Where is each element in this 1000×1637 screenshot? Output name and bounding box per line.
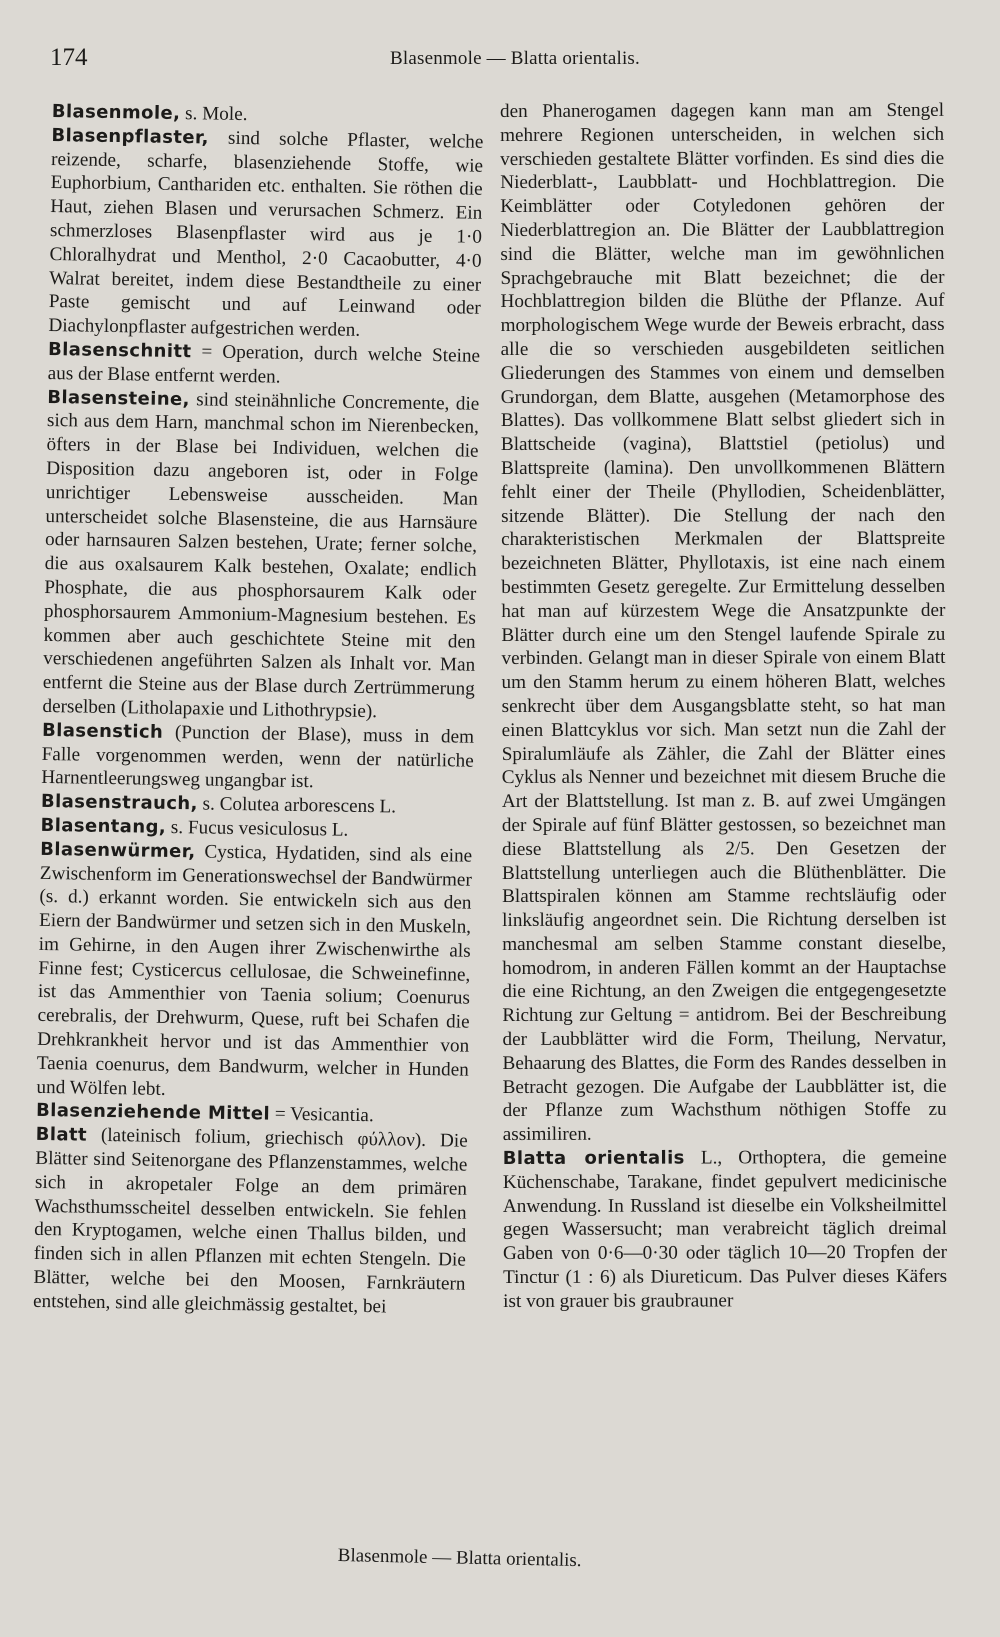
entry-headword: Blatt — [35, 1124, 88, 1146]
entry-text: sind solche Pflaster, welche reizende, scharfe, blasenziehende Stoffe, wie Euphorbium, Canthariden etc. enthalten. Sie röthen die Haut, ziehen Blasen und verursachen Schmerz. Ein schmerzloses Blasenpflaster wird aus je 1·0 Chloralhydrat und Menthol, 2·0 Cacaobutter, 4·0 Walrat bereitet, indem diese Bestandtheile zu einer Paste gemischt und auf Leinwand oder Diachylonpflaster aufgestrichen werden. — [48, 127, 484, 342]
page-number: 174 — [50, 44, 88, 71]
dictionary-entry — [33, 1123, 468, 1320]
entry-text: L., Orthoptera, die gemeine Küchenschabe, Tarakane, findet gepulvert medicinische Anwendung. In Russland ist dieselbe ein Volksheilmittel gegen Wassersucht; man verabreicht täglich dreimal Gaben von 0·6—0·30 oder täglich 10—20 Tropfen der Tinctur (1 : 6) als Diureticum. Das Pulver dieses Käfers ist von grauer bis graubrauner — [502, 1146, 948, 1312]
entry-text: Cystica, Hydatiden, sind als eine Zwischenform im Generationswechsel der Bandwürmer (s. d.) erkannt worden. Sie entwickeln sich aus den Eiern der Bandwürmer und setzen sich in den Muskeln, im Gehirne, in den Augen ihrer Zwischenwirthe als Finne fest; Cysticercus cellulosae, die Schweinefinne, ist das Ammenthier von Taenia solium; Coenurus cerebralis, der Drehwurm, Quese, ruft bei Schafen die Drehkrankheit hervor und ist das Ammenthier von Taenia coenurus, dem Bandwurm, welcher in Hunden und Wölfen lebt. — [36, 841, 473, 1100]
entry-headword: Blasenmole, — [51, 100, 181, 125]
entry-text: = Operation, durch welche Steine aus der Blase entfernt werden. — [47, 341, 481, 388]
entry-text: (Punction der Blase), muss in dem Falle vorgenommen werden, wenn der natürliche Harnentleerungsweg ungangbar ist. — [41, 721, 475, 793]
dictionary-entry — [503, 1146, 947, 1314]
entry-text: s. Mole. — [180, 103, 248, 126]
entry-text: s. Fucus vesiculosus L. — [165, 816, 349, 841]
entry-headword: Blasenziehende Mittel — [35, 1100, 271, 1126]
entry-headword: Blasenwürmer, — [40, 838, 196, 863]
entry-headword: Blasenschnitt — [47, 338, 192, 363]
dictionary-entry — [48, 124, 483, 345]
running-head: Blasenmole — Blatta orientalis. — [390, 48, 640, 69]
entry-headword: Blasenpflaster, — [51, 124, 209, 149]
entry-headword: Blatta orientalis — [502, 1147, 685, 1170]
page-footer: Blasenmole — Blatta orientalis. — [337, 1545, 582, 1572]
entry-headword: Blasenstrauch, — [40, 791, 198, 815]
dictionary-entry — [41, 719, 474, 797]
dictionary-entry — [48, 338, 481, 392]
entry-headword: Blasentang, — [40, 814, 167, 838]
entry-text: sind steinähnliche Concremente, die sich aus dem Harn, manchmal schon im Nierenbecken, öfters in der Blase bei Individuen, welchen die Disposition dazu angeboren ist, oder in Folge unrichtiger Lebensweise ausscheiden. Man unterscheidet solche Blasensteine, die aus Harnsäure oder harnsauren Salzen bestehen, Urate; ferner solche, die aus oxalsaurem Kalk bestehen, Oxalate; endlich Phosphate, die aus phosphorsaurem Kalk oder phosphorsaurem Ammonium-Magnesium bestehen. Es kommen aber auch geschichtete Steine mit den verschiedenen angeführten Salzen als Inhalt vor. Man entfernt die Steine aus der Blase durch Zertrümmerung derselben (Litholapaxie und Lithothrypsie). — [42, 388, 480, 723]
entry-text: s. Colutea arborescens L. — [197, 793, 397, 818]
left-column — [29, 100, 484, 1547]
dictionary-entry — [42, 386, 479, 726]
entry-headword: Blasensteine, — [47, 386, 191, 410]
continued-text: den Phanerogamen dagegen kann man am Stengel mehrere Regionen unterscheiden, in welchen sich verschieden gestaltete Blätter vorfinden. Es sind dies die Niederblatt-, Laubblatt- und Hochblattregion. Die Keimblätter oder Cotyledonen gehören der Niederblattregion an. Die Blätter der Laubblattregion sind die Blätter, welche man im gewöhnlichen Sprachgebrauche mit Blatt bezeichnet; die der Hochblattregion bilden die Blüthe der Pflanze. Auf morphologischem Wege wurde der Beweis erbracht, dass alle die so verschieden ausgebildeten seitlichen Gliederungen des Stammes von einem und demselben Grundorgan, dem Blatte, ausgehen (Metamorphose des Blattes). Das vollkommene Blatt selbst gliedert sich in Blattscheide (vagina), Blattstiel (petiolus) und Blattspreite (lamina). Den unvollkommenen Blättern fehlt einer der Theile (Phyllodien, Scheidenblätter, sitzende Blätter). Die Stellung der nach den charakteristischen Merkmalen der Blattspreite bezeichneten Blätter, Phyllotaxis, ist eine nach einem bestimmten Gesetz geregelte. Zur Ermittelung desselben hat man auf kürzestem Wege die Ansatzpunkte der Blätter durch eine um den Stengel laufende Spirale zu verbinden. Gelangt man in dieser Spirale von einem Blatt um den Stamm herum zu einem höheren Blatt, welches senkrecht über dem Ausgangsblatte steht, so hat man einen Blattcyklus vor sich. Man setzt nun die Zahl der Spiralumläufe als Zähler, die Zahl der Blätter eines Cyklus als Nenner und bezeichnet mit diesem Bruche die Art der Blattstellung. Ist man z. B. auf zwei Umgängen der Spirale auf fünf Blätter gestossen, so bezeichnet man diese Blattstellung als 2/5. Den Gesetzen der Blattstellung unterliegen auch die Blüthenblätter. Die Blattspiralen können am Stamme rechtsläufig oder linksläufig angeordnet sein. Die Richtung derselben ist manchesmal am selben Stamme constant dieselbe, homodrom, in anderen Fällen kommt an der Hauptachse die eine Richtung, an den Zweigen die entgegengesetzte Richtung zur Geltung = antidrom. Bei der Beschreibung der Laubblätter wird die Form, Theilung, Nervatur, Behaarung des Blattes, die Form des Randes desselben in Betracht gezogen. Die Aufgabe der Laubblätter ist, die der Pflanze zum Wachsthum nöthigen Stoffe zu assimiliren. — [500, 99, 947, 1146]
entry-text: (lateinisch folium, griechisch φύλλον). Die Blätter sind Seitenorgane des Pflanzenstammes, welche sich in akropetaler Folge an dem primären Wachsthumsscheitel desselben entwickeln. Sie fehlen den Kryptogamen, welche einen Thallus bilden, und finden sich in allen Pflanzen mit echten Stengeln. Die Blätter, welche bei den Moosen, Farnkräutern entstehen, sind alle gleichmässig gestaltet, bei — [32, 1124, 468, 1318]
right-column — [500, 99, 948, 1540]
dictionary-entry — [36, 838, 472, 1107]
page-header — [50, 44, 962, 78]
entry-headword: Blasenstich — [41, 719, 164, 743]
entry-text: = Vesicantia. — [269, 1104, 374, 1127]
